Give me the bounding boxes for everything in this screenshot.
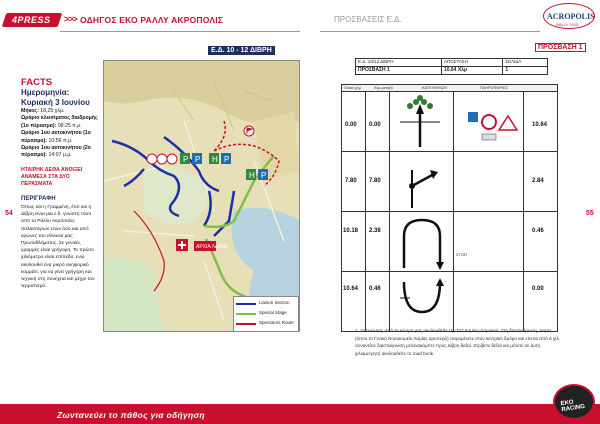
roadbook-row: 0.00 0.00 10.64 [341, 92, 558, 152]
hairpin-diagram [390, 272, 454, 332]
header [0, 0, 600, 30]
roadbook-row: 10.64 0.46 0.00 [341, 272, 558, 332]
svg-text:P: P [195, 155, 201, 164]
roundabout-diagram [390, 92, 454, 152]
hospital-icon [176, 239, 188, 251]
map-city-label: ΑΡΧΙΑ ΛΑΜΙΑ [196, 244, 228, 250]
info-line: Ωράριο 1ου αυτοκινήτου (1ο πέρασμα): 10:56 π.μ. [21, 130, 91, 144]
spectator-zone-icon [147, 153, 202, 164]
roadbook-row: 10.18 2.38 0.46 ΣΤΟΠ [341, 212, 558, 272]
roadbook-row: 7.80 7.80 2.84 [341, 152, 558, 212]
table-row: Ε.Δ. 10/12 ΔΙΒΡΗ ΑΠΟΣΤΑΣΗ ΣΕΛΙΔΑ [356, 59, 548, 67]
curve-diagram [390, 212, 454, 272]
legend-item [236, 310, 298, 318]
date-value: Κυριακή 3 Ιουνίου [21, 98, 90, 107]
col-header: ΚΑΤΕΥΘΥΝΣΗ [422, 86, 448, 90]
warning-text: ΗΤΑΙΡΗΚ ΔΕΘΑ ΑΝΟΙΞΕΙ ΑΝΑΜΕΣΑ ΣΤΑ ΔΥΟ ΠΕΡΑΣΜΑΤΑ [21, 167, 83, 187]
header-rule-right [320, 31, 540, 32]
info-line: Ωράριο 1ου αυτοκινήτου (2ο πέρασμα): 14:07 μ.μ. [21, 145, 91, 159]
header-title: ΟΔΗΓΟΣ ΕΚΟ ΡΑΛΛΥ ΑΚΡΟΠΟΛΙΣ [80, 15, 224, 25]
page-number-left: 54 [5, 210, 13, 217]
facts-title: FACTS [21, 77, 53, 88]
legend-item [236, 320, 298, 328]
roadbook-header [341, 84, 558, 92]
stage-map [103, 60, 300, 332]
footer-slogan: Ζωντανεύει το πάθος για οδήγηση [57, 410, 205, 420]
info-signs [454, 92, 524, 152]
col-header: Ολικά χλμ [344, 86, 361, 90]
acropolis-logo-sub: RALLY 2015 [556, 22, 579, 27]
brand-logo-text: 4PRESS [12, 15, 51, 25]
legend-swatch [236, 313, 256, 315]
description-text: Όπως και η Γραμμένη, έτσι και η Δίβρη είναι μια ε.δ. γνωστή τόσο από το Ράλλυ Ακρόπολις παλαιότερων ετών όσο και από αγώνες του εθνικού μας Πρωταθλήματος. Σε γενικές γραμμές είναι γρήγορη. Το πρώτο χιλιόμετρο είναι επίπεδο, ενώ ακολουθεί ένα μικρό ανηφορικό κομμάτι, για να γίνει γρήγορη και τεχνική στη συνέχεια και μέχρι τον τερματισμό. [21, 205, 95, 290]
eko-racing-logo-text: EKO RACING [560, 399, 586, 414]
map-legend [233, 296, 299, 332]
map-graphic [104, 61, 300, 332]
date-label: Ημερομηνία: [21, 88, 70, 97]
table-row: ΠΡΟΣΒΑΣΗ 1 10.64 Χλμ 1 [356, 67, 548, 75]
stage-info [21, 108, 99, 160]
roadbook-summary [355, 58, 548, 75]
stage-label: Ε.Δ. 10 - 12 ΔΙΒΡΗ [208, 46, 275, 55]
legend-item [236, 300, 298, 308]
acropolis-logo [543, 3, 595, 29]
info-line: Ωράριο κλεισίματος διαδρομής (1ο πέρασμα): 08:25 π.μ. [21, 115, 98, 129]
page-number-right: 55 [586, 210, 594, 217]
svg-text:H: H [249, 171, 255, 180]
acropolis-logo-text: ACROPOLIS [547, 12, 595, 21]
svg-text:H: H [212, 155, 218, 164]
eko-racing-logo [553, 384, 595, 420]
turn-right-diagram [390, 152, 454, 212]
legend-label: Liaison Section [259, 300, 290, 305]
legend-label: Spectators Route [259, 320, 294, 325]
start-flag-icon [244, 126, 254, 136]
row-note: ΣΤΟΠ [456, 252, 467, 257]
info-line: Μήκος: 18,25 χλμ. [21, 108, 65, 114]
description-title: ΠΕΡΙΓΡΑΦΗ [21, 196, 56, 202]
section-title: ΠΡΟΣΒΑΣΕΙΣ Ε.Δ. [334, 15, 402, 24]
chevron-icon: >>> [64, 14, 77, 24]
legend-label: Special Stage [259, 310, 287, 315]
svg-text:P: P [183, 155, 189, 164]
brand-logo [2, 13, 63, 27]
col-header: ΠΛΗΡΟΦΟΡΙΕΣ [480, 86, 508, 90]
access-notes: 1. Ξεκινώντας από το κέντρο μας ακολουθείτε την ΕΟ Λαμίας-Δομοκού. Στη διασταύρωση, Λαμία, (όπου το Γενικό Νοσοκομείο Λαμίας αριστερά) παραμένετε στον κεντρικό δρόμο και επειτα από 6 χιλ. συναντάτε διασταύρωση μετανακάμπτε προς Δίβρη δεξιά. Στρίβετε δεξιά και μένετε σε αυτή χιλιομετρητή ακολουθείτε το road book. [355, 328, 560, 356]
legend-swatch [236, 323, 256, 325]
access-label: ΠΡΟΣΒΑΣΗ 1 [535, 43, 586, 52]
col-header: Χλμ μεταξύ [374, 86, 393, 90]
svg-text:P: P [224, 155, 230, 164]
legend-swatch [236, 303, 256, 305]
svg-text:P: P [261, 171, 267, 180]
header-rule-left [60, 31, 300, 32]
